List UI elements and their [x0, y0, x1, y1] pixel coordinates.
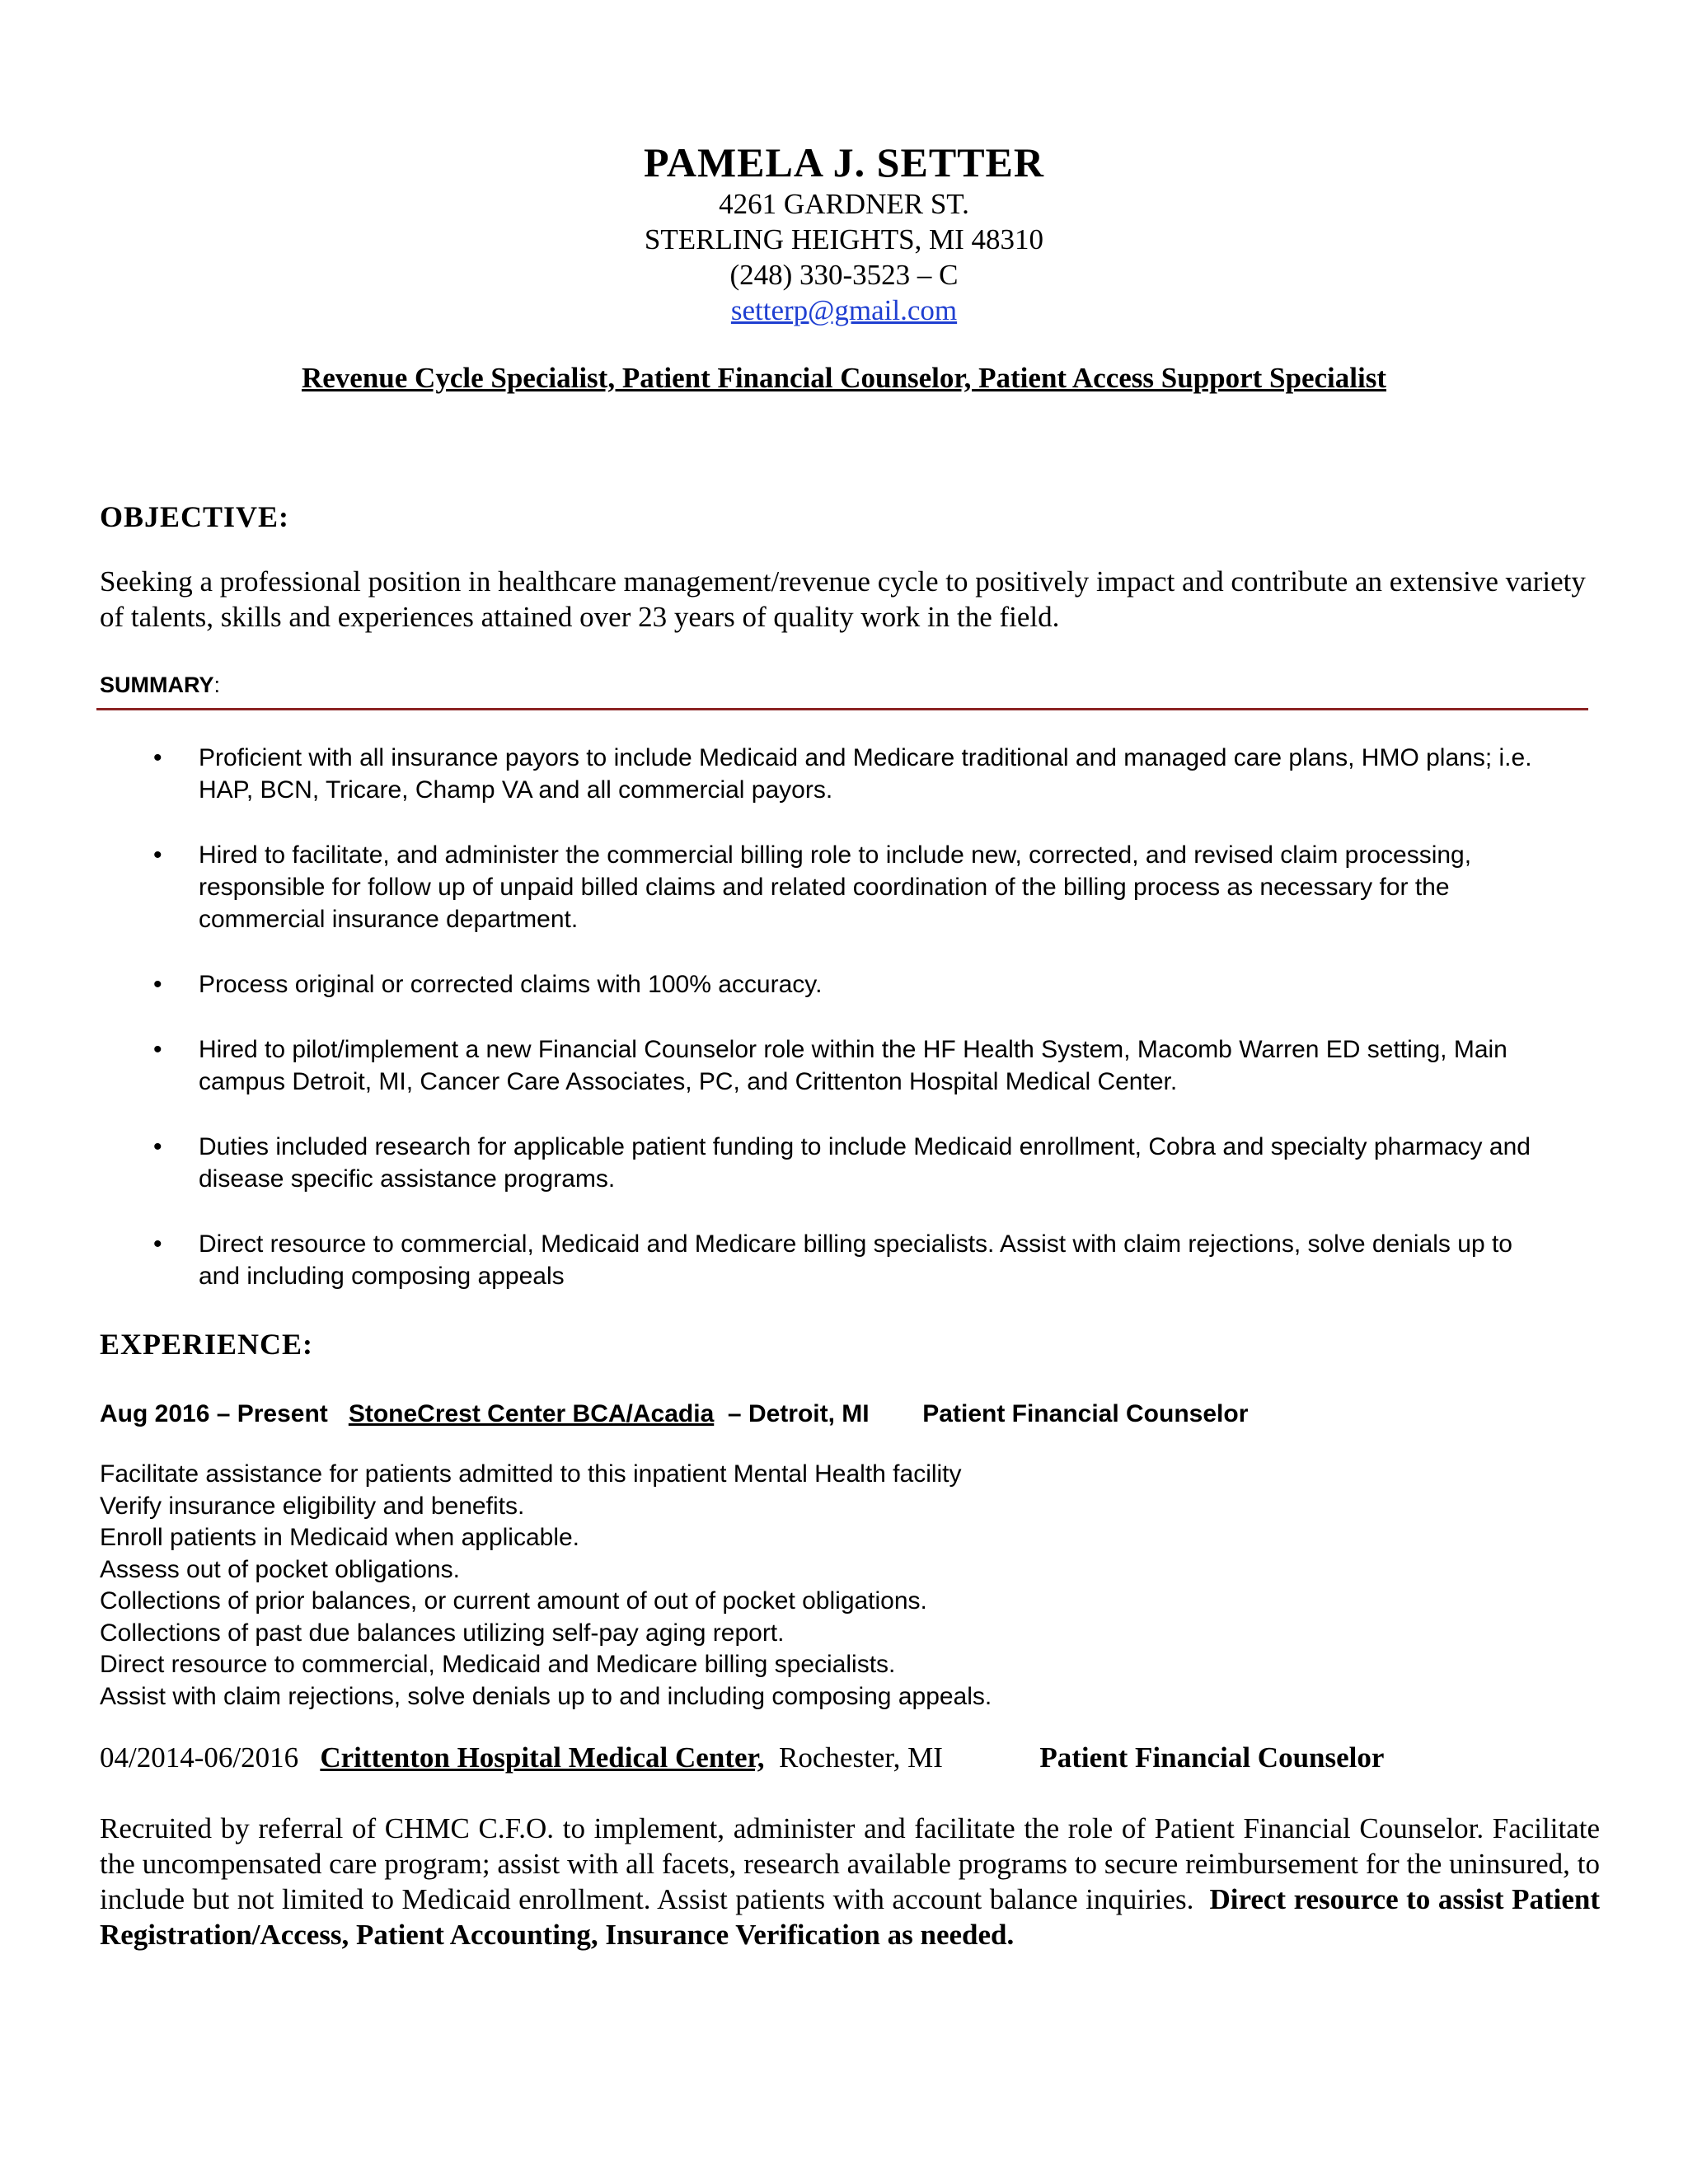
duty-item: Collections of past due balances utilizing self-pay aging report.: [100, 1619, 785, 1647]
summary-item-text: Duties included research for applicable patient funding to include Medicaid enrollment, Cobra and specialty pharmacy and disease specific assistance programs.: [199, 1133, 1531, 1193]
job-1-dates: Aug 2016 – Present: [100, 1400, 328, 1427]
job-1-header: [100, 1399, 1248, 1430]
job-2-employer: Crittenton Hospital Medical Center,: [320, 1741, 765, 1774]
summary-item-text: Hired to facilitate, and administer the commercial billing role to include new, corrected, and revised claim processing, responsible for follow up of unpaid billed claims and related coordination of the billing process as necessary for the commercial insurance department.: [199, 841, 1472, 933]
duty-item: Facilitate assistance for patients admitted to this inpatient Mental Health facility: [100, 1460, 962, 1488]
job-2-header: [100, 1740, 1384, 1776]
summary-item: [0, 968, 1550, 1001]
objective-heading: OBJECTIVE:: [100, 500, 290, 533]
summary-item-text: Proficient with all insurance payors to include Medicaid and Medicare traditional and managed care plans, HMO plans; i.e. HAP, BCN, Tricare, Champ VA and all commercial payors.: [199, 744, 1532, 804]
bullet-icon: •: [153, 1230, 162, 1258]
bullet-icon: •: [153, 744, 162, 771]
email-line: [0, 293, 1688, 328]
job-1-location: – Detroit, MI: [727, 1400, 870, 1427]
job-2-dates: 04/2014-06/2016: [100, 1741, 299, 1774]
duty-item: Collections of prior balances, or current amount of out of pocket obligations.: [100, 1587, 927, 1615]
bullet-icon: •: [153, 1133, 162, 1160]
job-1-title: Patient Financial Counselor: [922, 1400, 1249, 1427]
summary-divider: [96, 708, 1588, 710]
summary-item: [0, 742, 1550, 806]
summary-heading-text: SUMMARY: [100, 673, 214, 697]
job-1-duties: [100, 1459, 992, 1713]
job-2-location: Rochester, MI: [779, 1741, 943, 1774]
summary-heading: [100, 673, 220, 698]
job-2-description-bold: Direct resource to assist Patient Registration/Access, Patient Accounting, Insurance Verification as needed.: [100, 1883, 1600, 1951]
duty-item: Direct resource to commercial, Medicaid and Medicare billing specialists.: [100, 1651, 896, 1678]
experience-heading: EXPERIENCE:: [100, 1328, 314, 1361]
bullet-icon: •: [153, 1036, 162, 1063]
bullet-icon: •: [153, 971, 162, 998]
email-link[interactable]: setterp@gmail.com: [730, 294, 958, 326]
summary-item-text: Direct resource to commercial, Medicaid and Medicare billing specialists. Assist with claim rejections, solve denials up to and including composing appeals: [199, 1230, 1512, 1290]
duty-item: Enroll patients in Medicaid when applicable.: [100, 1524, 580, 1551]
address-line-1: 4261 GARDNER ST.: [719, 188, 969, 220]
phone-number: (248) 330-3523 – C: [729, 259, 959, 291]
summary-item: [0, 1033, 1550, 1098]
summary-list: [0, 742, 1688, 1325]
job-2-title: Patient Financial Counselor: [1039, 1741, 1385, 1774]
address-line-2: STERLING HEIGHTS, MI 48310: [644, 223, 1044, 255]
summary-item: [0, 1228, 1550, 1292]
contact-header: [0, 138, 1688, 328]
candidate-name: PAMELA J. SETTER: [644, 139, 1044, 185]
job-2-description-text: Recruited by referral of CHMC C.F.O. to implement, administer and facilitate the role of Patient Financial Counselor. Facilitate the uncompensated care program; assist with all facets, research available programs to secure reimbursement for the uninsured, to include but not limited to Medicaid enrollment. Assist patients with account balance inquiries.: [100, 1812, 1600, 1915]
objective-text: Seeking a professional position in healthcare management/revenue cycle to positively impact and contribute an extensive variety of talents, skills and experiences attained over 23 years of quality work in the field.: [100, 565, 1586, 633]
summary-item-text: Hired to pilot/implement a new Financial Counselor role within the HF Health System, Macomb Warren ED setting, Main campus Detroit, MI, Cancer Care Associates, PC, and Crittenton Hospital Medical Center.: [199, 1036, 1507, 1095]
summary-item-text: Process original or corrected claims with 100% accuracy.: [199, 971, 823, 998]
duty-item: Assist with claim rejections, solve denials up to and including composing appeals.: [100, 1682, 992, 1710]
bullet-icon: •: [153, 841, 162, 869]
duty-item: Assess out of pocket obligations.: [100, 1555, 460, 1583]
professional-headline: Revenue Cycle Specialist, Patient Financial Counselor, Patient Access Support Specialist: [301, 362, 1387, 394]
summary-heading-colon: :: [213, 673, 221, 697]
summary-item: [0, 1131, 1550, 1195]
summary-item: [0, 839, 1550, 935]
job-1-employer: StoneCrest Center BCA/Acadia: [348, 1400, 715, 1427]
duty-item: Verify insurance eligibility and benefits.: [100, 1492, 525, 1520]
job-2-description: [100, 1811, 1600, 1952]
